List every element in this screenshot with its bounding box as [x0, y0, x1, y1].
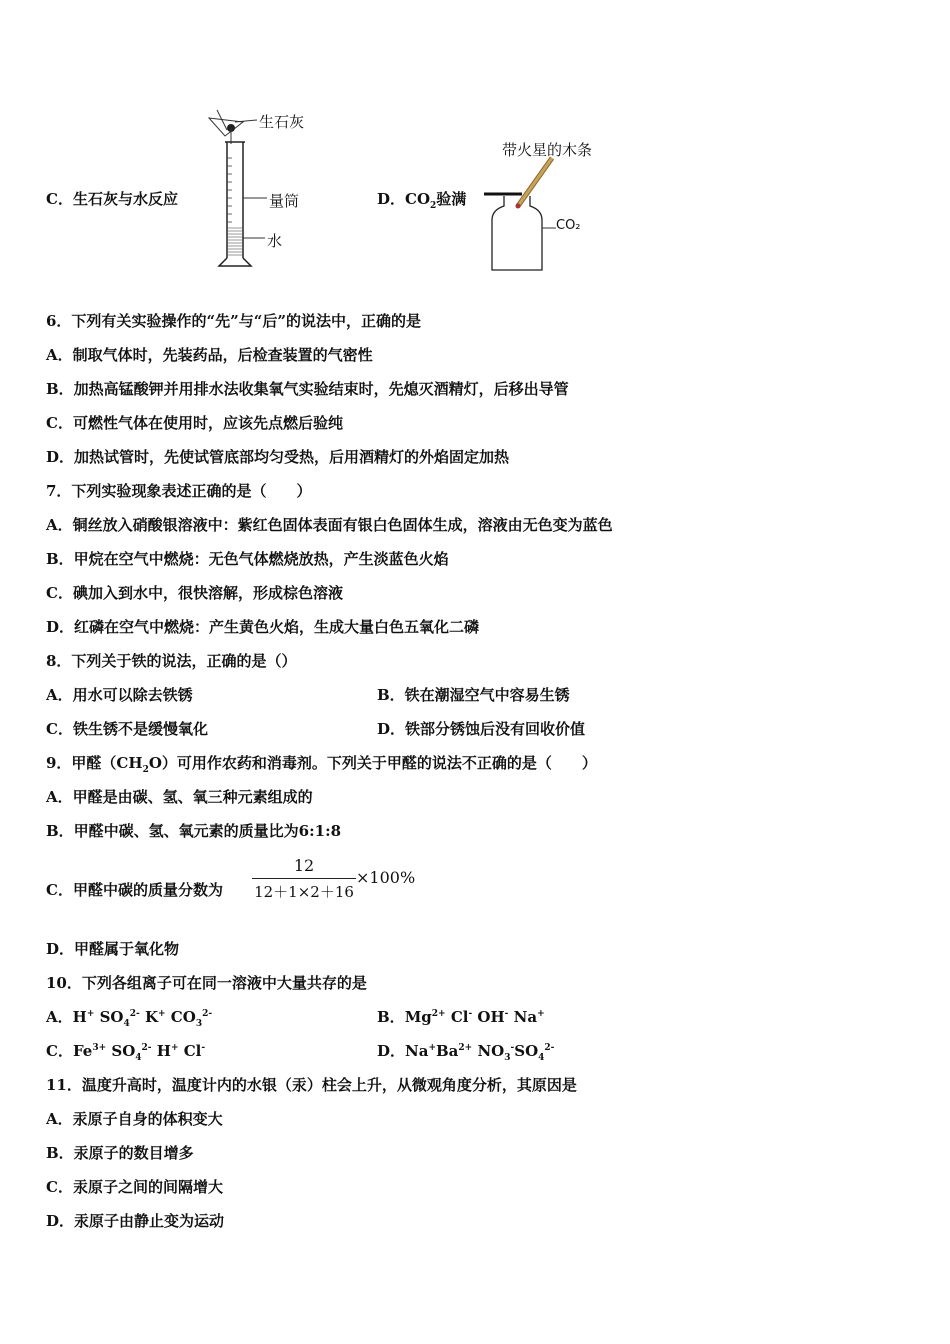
q6-option-d: D．加热试管时，先使试管底部均匀受热，后用酒精灯的外焰固定加热 — [46, 448, 510, 466]
q9-option-a: A．甲醛是由碳、氢、氧三种元素组成的 — [46, 788, 313, 806]
fraction-bar — [252, 878, 356, 879]
q9-option-d: D．甲醛属于氧化物 — [46, 940, 180, 958]
q7-option-c: C．碘加入到水中，很快溶解，形成棕色溶液 — [46, 584, 343, 602]
q10-stem: 10．下列各组离子可在同一溶液中大量共存的是 — [46, 974, 367, 992]
q7-option-a: A．铜丝放入硝酸银溶液中：紫红色固体表面有银白色固体生成，溶液由无色变为蓝色 — [46, 516, 613, 534]
q11-option-b: B．汞原子的数目增多 — [46, 1144, 194, 1162]
q9-stem: 9．甲醛$(CH_2O)$可用作农药和消毒剂。下列关于甲醛的说法不正确的是（ ） — [46, 754, 597, 775]
graduated-cylinder-figure — [205, 108, 325, 273]
q7-stem: 7．下列实验现象表述正确的是（ ） — [46, 482, 312, 500]
q9-option-b: B．甲醛中碳、氢、氧元素的质量比为6:1:8 — [46, 822, 342, 840]
q8-option-b: B．铁在潮湿空气中容易生锈 — [377, 686, 570, 704]
co2-label: CO₂ — [556, 218, 581, 233]
q7-option-d: D．红磷在空气中燃烧：产生黄色火焰，生成大量白色五氧化二磷 — [46, 618, 480, 636]
quicklime-label: 生石灰 — [259, 113, 305, 131]
q11-option-c: C．汞原子之间的间隔增大 — [46, 1178, 223, 1196]
q5-option-c: C．生石灰与水反应 — [46, 190, 178, 208]
glowing-splint-label: 带火星的木条 — [502, 141, 593, 159]
q6-option-c: C．可燃性气体在使用时，应该先点燃后验纯 — [46, 414, 343, 432]
q11-option-a: A．汞原子自身的体积变大 — [46, 1110, 223, 1128]
q8-option-d: D．铁部分锈蚀后没有回收价值 — [377, 720, 586, 738]
water-label: 水 — [267, 232, 283, 250]
q9-option-c: C．甲醛中碳的质量分数为 — [46, 881, 223, 899]
q8-option-c: C．铁生锈不是缓慢氧化 — [46, 720, 208, 738]
q6-option-a: A．制取气体时，先装药品，后检查装置的气密性 — [46, 346, 373, 364]
gas-bottle-figure — [482, 136, 622, 276]
q11-option-d: D．汞原子由静止变为运动 — [46, 1212, 225, 1230]
q10-option-c: C．$Fe^{3+}$ $SO_4^{2-}$ H+ Cl- — [46, 1042, 206, 1063]
fraction-multiplier: ×100% — [356, 868, 416, 887]
q6-stem: 6．下列有关实验操作的“先”与“后”的说法中，正确的是 — [46, 312, 421, 330]
graduated-cylinder-icon — [205, 108, 325, 273]
q10-option-b: B．$Mg^{2+}$ Cl- OH- Na+ — [377, 1008, 545, 1026]
q6-option-b: B．加热高锰酸钾并用排水法收集氧气实验结束时，先熄灭酒精灯，后移出导管 — [46, 380, 569, 398]
q10-option-d: D．$Na^+Ba^{2+}$ $NO_3^-SO_4^{2-}$ — [377, 1042, 555, 1063]
q11-stem: 11．温度升高时，温度计内的水银（汞）柱会上升，从微观角度分析，其原因是 — [46, 1076, 577, 1094]
q8-stem: 8．下列关于铁的说法，正确的是（） — [46, 652, 297, 670]
q5-option-d: D．$CO_2$验满 — [377, 190, 467, 211]
q8-option-a: A．用水可以除去铁锈 — [46, 686, 193, 704]
q7-option-b: B．甲烷在空气中燃烧：无色气体燃烧放热，产生淡蓝色火焰 — [46, 550, 449, 568]
q9-fraction — [252, 856, 417, 904]
fraction-numerator: 12 — [293, 856, 315, 875]
cylinder-label: 量筒 — [269, 192, 300, 210]
fraction-denominator: 12＋1×2＋16 — [254, 883, 354, 901]
q10-option-a: A．H+ $SO_4^{2-}$ K+ $CO_3^{2-}$ — [46, 1008, 213, 1029]
